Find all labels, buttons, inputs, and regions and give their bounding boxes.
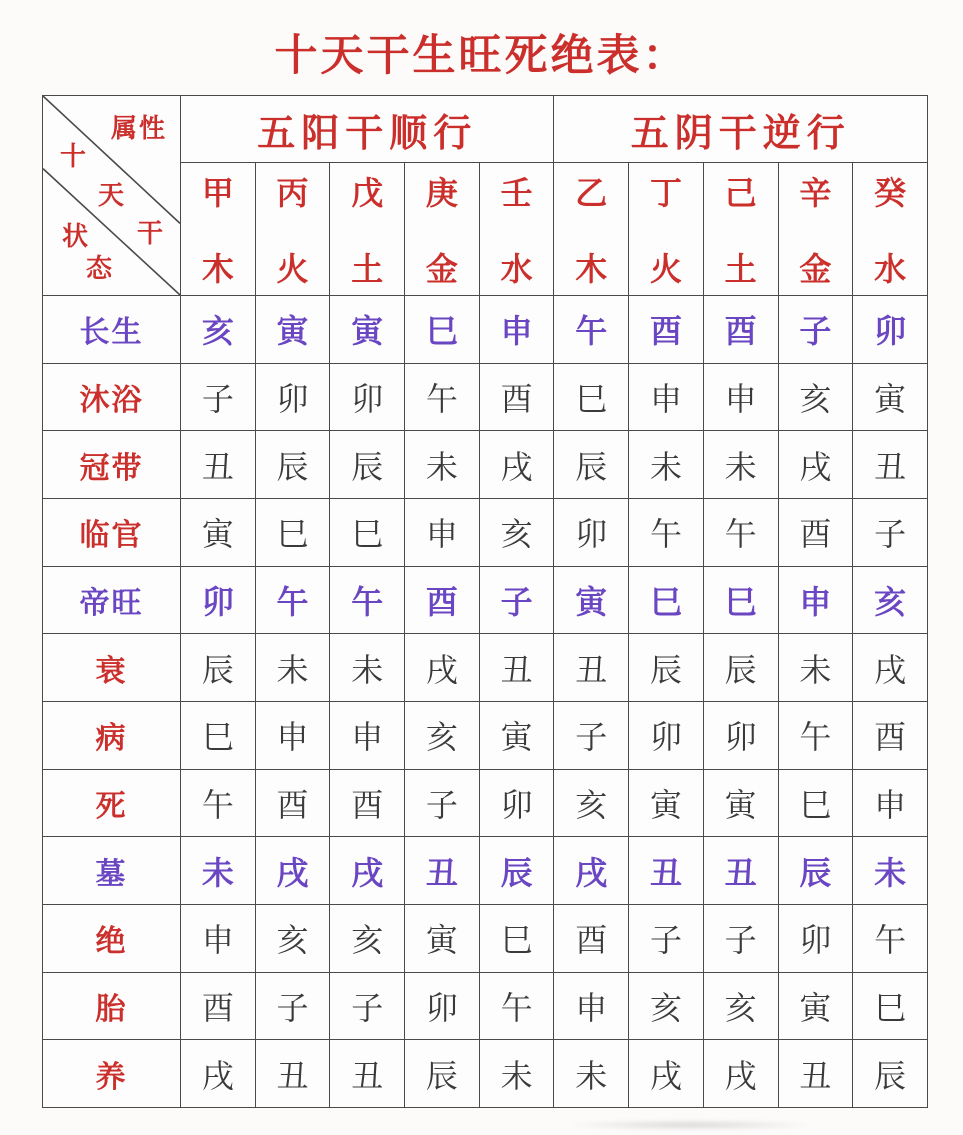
table-cell: 卯 (703, 701, 778, 769)
table-cell: 午 (703, 498, 778, 566)
table-cell: 子 (853, 498, 928, 566)
row-label: 病 (43, 701, 181, 769)
table-cell: 未 (778, 634, 853, 702)
table-cell: 寅 (479, 701, 554, 769)
table-cell: 戌 (554, 837, 629, 905)
table-cell: 酉 (330, 769, 405, 837)
row-label: 沐浴 (43, 363, 181, 431)
table-cell: 子 (330, 972, 405, 1040)
table-cell: 丑 (479, 634, 554, 702)
table-cell: 辰 (405, 1040, 480, 1108)
table-cell: 巳 (703, 566, 778, 634)
stem-header-ji: 己 土 (703, 163, 778, 296)
table-cell: 未 (181, 837, 256, 905)
table-cell: 酉 (181, 972, 256, 1040)
page-title: 十天干生旺死绝表： (274, 33, 689, 80)
table-cell: 丑 (703, 837, 778, 905)
table-cell: 午 (330, 566, 405, 634)
table-cell: 丑 (629, 837, 704, 905)
table-cell: 申 (629, 363, 704, 431)
table-cell: 戌 (853, 634, 928, 702)
table-cell: 午 (554, 296, 629, 364)
table-cell: 午 (479, 972, 554, 1040)
row-label: 绝 (43, 904, 181, 972)
table-cell: 辰 (778, 837, 853, 905)
table-cell: 酉 (405, 566, 480, 634)
corner-state-char: 状 (61, 222, 89, 251)
stem-header-bing: 丙 火 (255, 163, 330, 296)
table-cell: 酉 (554, 904, 629, 972)
table-cell: 戌 (629, 1040, 704, 1108)
table-cell: 酉 (778, 498, 853, 566)
table-cell: 寅 (703, 769, 778, 837)
table-cell: 卯 (479, 769, 554, 837)
table-cell: 巳 (479, 904, 554, 972)
table-cell: 午 (629, 498, 704, 566)
table-cell: 亥 (778, 363, 853, 431)
table-cell: 辰 (330, 431, 405, 499)
table-row (43, 904, 928, 972)
table-cell: 申 (554, 972, 629, 1040)
table-cell: 午 (405, 363, 480, 431)
table-cell: 亥 (554, 769, 629, 837)
table-cell: 未 (330, 634, 405, 702)
row-label: 胎 (43, 972, 181, 1040)
table-row (43, 363, 928, 431)
table-cell: 亥 (479, 498, 554, 566)
row-label: 冠带 (43, 431, 181, 499)
table-cell: 巳 (255, 498, 330, 566)
table-cell: 巳 (629, 566, 704, 634)
table-cell: 卯 (405, 972, 480, 1040)
table-cell: 辰 (554, 431, 629, 499)
table-cell: 戌 (255, 837, 330, 905)
table-cell: 午 (181, 769, 256, 837)
table-cell: 巳 (330, 498, 405, 566)
table-cell: 巳 (853, 972, 928, 1040)
table-cell: 巳 (181, 701, 256, 769)
corner-state-char: 态 (85, 254, 113, 283)
table-cell: 申 (181, 904, 256, 972)
table-cell: 丑 (405, 837, 480, 905)
table-cell: 辰 (629, 634, 704, 702)
table-cell: 戌 (330, 837, 405, 905)
table-cell: 申 (255, 701, 330, 769)
table-cell: 寅 (629, 769, 704, 837)
table-cell: 未 (405, 431, 480, 499)
table-cell: 亥 (405, 701, 480, 769)
table-cell: 子 (629, 904, 704, 972)
table-cell: 戌 (405, 634, 480, 702)
table-cell: 寅 (778, 972, 853, 1040)
table-cell: 未 (255, 634, 330, 702)
corner-diagonal-char: 干 (136, 219, 164, 248)
table-cell: 卯 (255, 363, 330, 431)
table-cell: 丑 (181, 431, 256, 499)
row-label: 帝旺 (43, 566, 181, 634)
table-cell: 卯 (554, 498, 629, 566)
table-row (43, 1040, 928, 1108)
table-cell: 未 (853, 837, 928, 905)
table-cell: 戌 (479, 431, 554, 499)
table-cell: 卯 (330, 363, 405, 431)
table-cell: 亥 (703, 972, 778, 1040)
table-cell: 申 (330, 701, 405, 769)
table-cell: 申 (479, 296, 554, 364)
table-cell: 申 (703, 363, 778, 431)
table-cell: 子 (703, 904, 778, 972)
stem-header-xin: 辛 金 (778, 163, 853, 296)
table-cell: 亥 (853, 566, 928, 634)
table-cell: 酉 (479, 363, 554, 431)
stem-header-ding: 丁 火 (629, 163, 704, 296)
table-cell: 亥 (330, 904, 405, 972)
group-header-yang: 五阳干顺行 (181, 96, 554, 163)
group-header-row (43, 96, 928, 163)
table-cell: 午 (255, 566, 330, 634)
stem-header-jia: 甲 木 (181, 163, 256, 296)
table-cell: 寅 (554, 566, 629, 634)
table-row (43, 972, 928, 1040)
table-cell: 未 (554, 1040, 629, 1108)
table-cell: 未 (629, 431, 704, 499)
table-row (43, 769, 928, 837)
table-cell: 未 (479, 1040, 554, 1108)
table-cell: 辰 (853, 1040, 928, 1108)
table-cell: 酉 (255, 769, 330, 837)
table-cell: 辰 (703, 634, 778, 702)
table-row (43, 837, 928, 905)
table-cell: 丑 (853, 431, 928, 499)
table-cell: 卯 (629, 701, 704, 769)
table-cell: 申 (853, 769, 928, 837)
corner-attribute-label: 属性 (110, 114, 168, 143)
table-cell: 子 (181, 363, 256, 431)
row-label: 衰 (43, 634, 181, 702)
stem-header-wu: 戊 土 (330, 163, 405, 296)
table-cell: 卯 (853, 296, 928, 364)
table-cell: 丑 (255, 1040, 330, 1108)
row-label: 墓 (43, 837, 181, 905)
table-cell: 亥 (629, 972, 704, 1040)
table-cell: 子 (479, 566, 554, 634)
table-cell: 子 (554, 701, 629, 769)
table-cell: 子 (255, 972, 330, 1040)
table-cell: 寅 (181, 498, 256, 566)
row-label: 长生 (43, 296, 181, 364)
bottom-shadow (560, 1120, 820, 1130)
table-row (43, 701, 928, 769)
group-header-yin: 五阴干逆行 (554, 96, 928, 163)
row-label: 死 (43, 769, 181, 837)
table-cell: 卯 (778, 904, 853, 972)
table-cell: 申 (778, 566, 853, 634)
stem-header-yi: 乙 木 (554, 163, 629, 296)
stem-header-geng: 庚 金 (405, 163, 480, 296)
table-cell: 卯 (181, 566, 256, 634)
table-cell: 辰 (255, 431, 330, 499)
row-label: 养 (43, 1040, 181, 1108)
corner-cell (43, 96, 181, 296)
row-label: 临官 (43, 498, 181, 566)
table-cell: 午 (853, 904, 928, 972)
table-body (43, 296, 928, 1108)
table-cell: 子 (405, 769, 480, 837)
table-cell: 酉 (703, 296, 778, 364)
table-cell: 丑 (330, 1040, 405, 1108)
table-cell: 寅 (255, 296, 330, 364)
table-cell: 辰 (181, 634, 256, 702)
table-row (43, 296, 928, 364)
table-cell: 申 (405, 498, 480, 566)
table-cell: 辰 (479, 837, 554, 905)
table-cell: 午 (778, 701, 853, 769)
table-cell: 戌 (703, 1040, 778, 1108)
table-cell: 戌 (181, 1040, 256, 1108)
stems-table (42, 95, 928, 1108)
table-cell: 巳 (554, 363, 629, 431)
table-cell: 未 (703, 431, 778, 499)
table-cell: 寅 (330, 296, 405, 364)
table-row (43, 431, 928, 499)
table-cell: 亥 (181, 296, 256, 364)
table-cell: 酉 (629, 296, 704, 364)
table-cell: 酉 (853, 701, 928, 769)
stem-header-ren: 壬 水 (479, 163, 554, 296)
table-cell: 巳 (405, 296, 480, 364)
table-row (43, 634, 928, 702)
table-row (43, 566, 928, 634)
stem-header-gui: 癸 水 (853, 163, 928, 296)
table-row (43, 498, 928, 566)
table-cell: 巳 (778, 769, 853, 837)
corner-diagonal-char: 十 (59, 142, 87, 171)
table-cell: 戌 (778, 431, 853, 499)
table-cell: 亥 (255, 904, 330, 972)
table-cell: 丑 (554, 634, 629, 702)
table-cell: 寅 (853, 363, 928, 431)
table-cell: 丑 (778, 1040, 853, 1108)
corner-diagonal-char: 天 (97, 181, 125, 210)
table-cell: 寅 (405, 904, 480, 972)
table-cell: 子 (778, 296, 853, 364)
